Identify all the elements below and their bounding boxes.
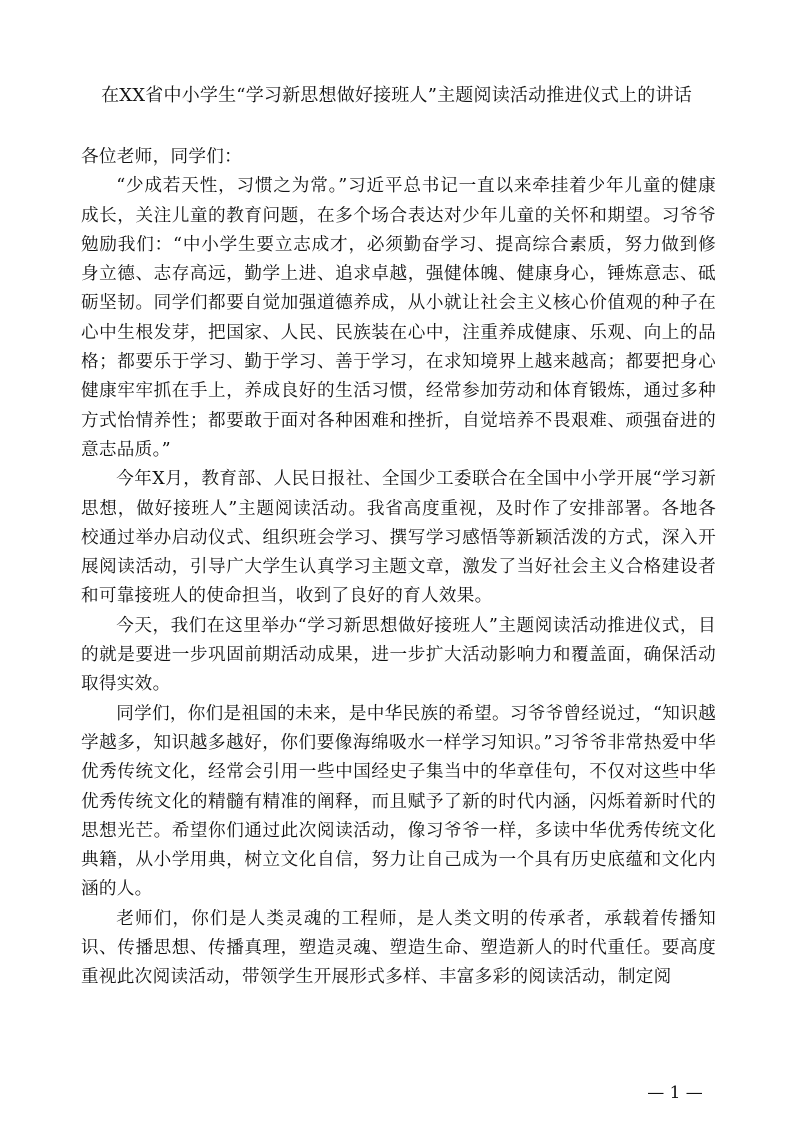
paragraph: 同学们，你们是祖国的未来，是中华民族的希望。习爷爷曾经说过，“知识越学越多，知识越多越好，你们要像海绵吸水一样学习知识。”习爷爷非常热爱中华优秀传统文化，经常会引用一些中国经史子集当中的华章佳句，不仅对这些中华优秀传统文化的精髓有精准的阐释，而且赋予了新的时代内涵，闪烁着新时代的思想光芒。希望你们通过此次阅读活动，像习爷爷一样，多读中华优秀传统文化典籍，从小学用典，树立文化自信，努力让自己成为一个具有历史底蕴和文化内涵的人。 — [81, 703, 716, 900]
paragraph: 今年X月，教育部、人民日报社、全国少工委联合在全国中小学开展“学习新思想，做好接班人”主题阅读活动。我省高度重视，及时作了安排部署。各地各校通过举办启动仪式、组织班会学习、撰写学习感悟等新颖活泼的方式，深入开展阅读活动，引导广大学生认真学习主题文章，激发了当好社会主义合格建设者和可靠接班人的使命担当，收到了良好的育人效果。 — [81, 469, 716, 607]
paragraph: 老师们，你们是人类灵魂的工程师，是人类文明的传承者，承载着传播知识、传播思想、传播真理，塑造灵魂、塑造生命、塑造新人的时代重任。要高度重视此次阅读活动，带领学生开展形式多样、丰富多彩的阅读活动，制定阅 — [81, 908, 716, 988]
page-number: — 1 — — [647, 1083, 703, 1103]
document-body — [81, 143, 716, 993]
salutation: 各位老师，同学们： — [81, 147, 243, 167]
paragraph: “少成若天性，习惯之为常。”习近平总书记一直以来牵挂着少年儿童的健康成长，关注儿童的教育问题，在多个场合表达对少年儿童的关怀和期望。习爷爷勉励我们：“中小学生要立志成才，必须勤奋学习、提高综合素质，努力做到修身立德、志存高远，勤学上进、追求卓越，强健体魄、健康身心，锤炼意志、砥砺坚韧。同学们都要自觉加强道德养成，从小就让社会主义核心价值观的种子在心中生根发芽，把国家、人民、民族装在心中，注重养成健康、乐观、向上的品格；都要乐于学习、勤于学习、善于学习，在求知境界上越来越高；都要把身心健康牢牢抓在手上，养成良好的生活习惯，经常参加劳动和体育锻炼，通过多种方式怡情养性；都要敢于面对各种困难和挫折，自觉培养不畏艰难、顽强奋进的意志品质。” — [81, 176, 716, 460]
document-title: 在XX省中小学生“学习新思想做好接班人”主题阅读活动推进仪式上的讲话 — [101, 85, 692, 106]
paragraph: 今天，我们在这里举办“学习新思想做好接班人”主题阅读活动推进仪式，目的就是要进一步巩固前期活动成果，进一步扩大活动影响力和覆盖面，确保活动取得实效。 — [81, 615, 716, 695]
